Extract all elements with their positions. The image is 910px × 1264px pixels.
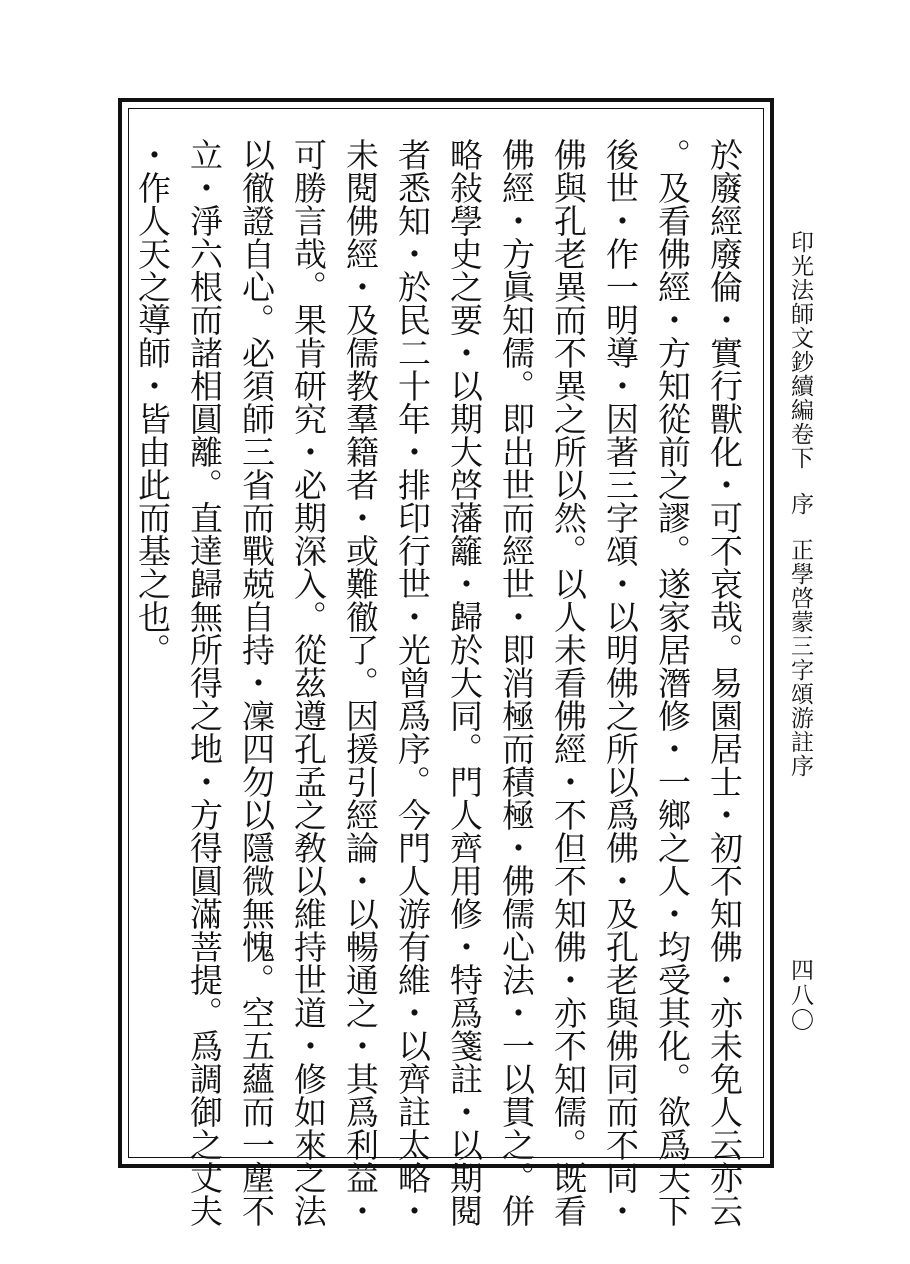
running-header: [786, 230, 814, 778]
text-column: 佛經・方眞知儒。即出世而經世・即消極而積極・佛儒心法・一以貫之。併: [497, 138, 536, 1227]
text-column: 未閱佛經・及儒教羣籍者・或難徹了。因援引經論・以暢通之・其爲利益・: [341, 138, 380, 1227]
text-column: 者悉知・於民二十年・排印行世・光曾爲序。今門人游有維・以齊註太略・: [393, 138, 432, 1227]
article-title: 正學啓蒙三字頌游註序: [787, 538, 813, 778]
page-number: 四八〇: [787, 958, 813, 1033]
book-title: 印光法師文鈔續編卷下: [787, 230, 813, 470]
text-column: 略敍學史之要・以期大啓藩籬・歸於大同。門人齊用修・特爲箋註・以期閱: [445, 138, 484, 1227]
text-column: 以徹證自心。必須師三省而戰兢自持・凜四勿以隱微無愧。空五蘊而一塵不: [237, 138, 276, 1227]
text-column: 於廢經廢倫・實行獸化・可不哀哉。易園居士・初不知佛・亦未免人云亦云: [705, 138, 744, 1227]
text-column: ・作人天之導師・皆由此而基之也。: [133, 138, 172, 666]
text-column: 可勝言哉。果肯研究・必期深入。從茲遵孔孟之敎以維持世道・修如來之法: [289, 138, 328, 1227]
section-label: 序: [787, 492, 813, 516]
text-column: 後世・作一明導・因著三字頌・以明佛之所以爲佛・及孔老與佛同而不同・: [601, 138, 640, 1227]
text-column: 。及看佛經・方知從前之謬。遂家居潛修・一鄉之人・均受其化。欲爲天下: [653, 138, 692, 1227]
main-text: [133, 138, 750, 1227]
text-column: 立・淨六根而諸相圓離。直達歸無所得之地・方得圓滿菩提。爲調御之丈夫: [185, 138, 224, 1227]
text-column: 佛與孔老異而不異之所以然。以人未看佛經・不但不知佛・亦不知儒。既看: [549, 138, 588, 1227]
